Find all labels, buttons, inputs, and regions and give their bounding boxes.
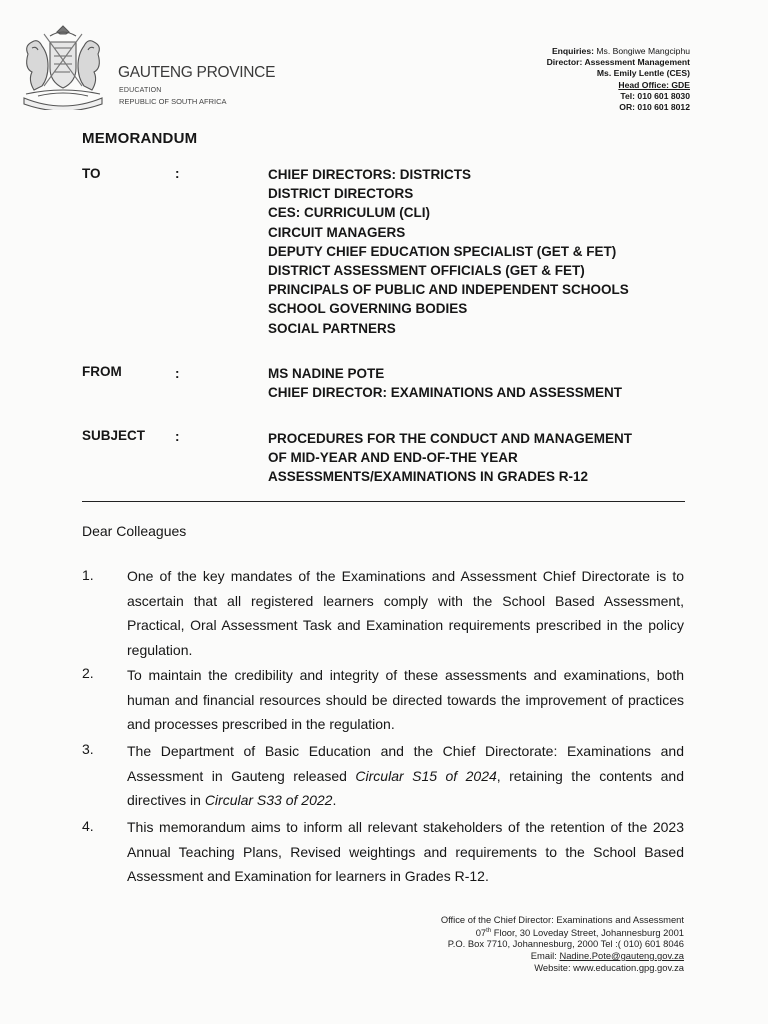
- memo-title: MEMORANDUM: [82, 130, 198, 147]
- country-name: REPUBLIC OF SOUTH AFRICA: [119, 97, 227, 106]
- subject-text: [268, 429, 632, 487]
- footer-email: Email: Nadine.Pote@gauteng.gov.za: [530, 949, 684, 961]
- department-name: EDUCATION: [119, 87, 162, 94]
- tel-line: Tel: 010 601 8030: [620, 90, 690, 101]
- contact-block: [547, 46, 690, 113]
- sender-name: MS NADINE POTE: [268, 366, 385, 381]
- recipient: SOCIAL PARTNERS: [268, 320, 396, 336]
- enquiries-line: Enquiries: Ms. Bongiwe Mangciphu: [551, 46, 690, 56]
- recipient: PRINCIPALS OF PUBLIC AND INDEPENDENT SCHOOLS: [268, 282, 629, 298]
- footer-address: [441, 914, 684, 973]
- subject-colon: :: [175, 429, 180, 444]
- recipient: DISTRICT ASSESSMENT OFFICIALS (GET & FET): [268, 263, 585, 279]
- item-number: 1.: [82, 567, 94, 583]
- footer-website: Website: www.education.gpg.gov.za: [534, 961, 684, 973]
- greeting: Dear Colleagues: [82, 523, 187, 539]
- head-office-line: Head Office: GDE: [618, 79, 690, 90]
- footer-pobox: P.O. Box 7710, Johannesburg, 2000 Tel :( 010) 601 8046: [447, 938, 684, 950]
- divider-rule: [82, 501, 685, 502]
- subject-line: PROCEDURES FOR THE CONDUCT AND MANAGEMENT: [268, 431, 632, 446]
- sender-title: CHIEF DIRECTOR: EXAMINATIONS AND ASSESSMENT: [268, 385, 623, 401]
- item-number: 2.: [82, 665, 94, 681]
- ces-line: Ms. Emily Lentle (CES): [596, 68, 690, 79]
- province-title: GAUTENG PROVINCE: [118, 64, 276, 81]
- to-label: TO: [82, 166, 101, 181]
- item-number: 3.: [82, 741, 94, 757]
- from-colon: :: [175, 366, 180, 381]
- circular-reference: Circular S33 of 2022: [204, 792, 333, 809]
- recipient: CES: CURRICULUM (CLI): [268, 205, 430, 221]
- item-text: This memorandum aims to inform all relevant stakeholders of the retention of the 2023 Annual Teaching Plans, Revised weightings and requirements to the School Based Assessment and Examination for learners in Grades R-12.: [127, 819, 684, 885]
- to-colon: :: [175, 166, 180, 181]
- recipient: CIRCUIT MANAGERS: [268, 224, 406, 240]
- subject-line: ASSESSMENTS/EXAMINATIONS IN GRADES R-12: [268, 469, 589, 485]
- subject-line: OF MID-YEAR AND END-OF-THE YEAR: [268, 450, 518, 466]
- item-number: 4.: [82, 818, 94, 834]
- circular-reference: Circular S15 of 2024: [355, 767, 497, 784]
- recipient: DEPUTY CHIEF EDUCATION SPECIALIST (GET & FET): [268, 243, 617, 259]
- email-link[interactable]: Nadine.Pote@gauteng.gov.za: [559, 949, 684, 961]
- item-text: The Department of Basic Education and the Chief Directorate: Examinations and Assessment in Gauteng released Circular S15 of 2024, retaining the contents and directives in Circular S33 of 2022.: [127, 743, 684, 809]
- from-sender: [268, 364, 622, 402]
- director-line: Director: Assessment Management: [546, 57, 690, 68]
- item-text: One of the key mandates of the Examinations and Assessment Chief Directorate is to ascertain that all registered learners comply with the School Based Assessment, Practical, Oral Assessment Task and Examination requirements prescribed in the policy regulation.: [127, 568, 684, 658]
- footer-street: 07th Floor, 30 Loveday Street, Johannesburg 2001: [475, 926, 684, 938]
- footer-office: Office of the Chief Director: Examinations and Assessment: [440, 914, 684, 925]
- recipient: DISTRICT DIRECTORS: [268, 186, 414, 202]
- recipient: SCHOOL GOVERNING BODIES: [268, 301, 468, 317]
- item-text: To maintain the credibility and integrity of these assessments and examinations, both human and financial resources should be directed towards the improvement of practices and processes prescribed in the regulation.: [127, 667, 684, 733]
- from-label: FROM: [82, 364, 122, 379]
- or-tel-line: OR: 010 601 8012: [619, 102, 690, 113]
- subject-label: SUBJECT: [82, 428, 146, 443]
- to-recipients: [268, 165, 629, 338]
- recipient: CHIEF DIRECTORS: DISTRICTS: [268, 167, 472, 182]
- coat-of-arms-icon: [14, 24, 112, 110]
